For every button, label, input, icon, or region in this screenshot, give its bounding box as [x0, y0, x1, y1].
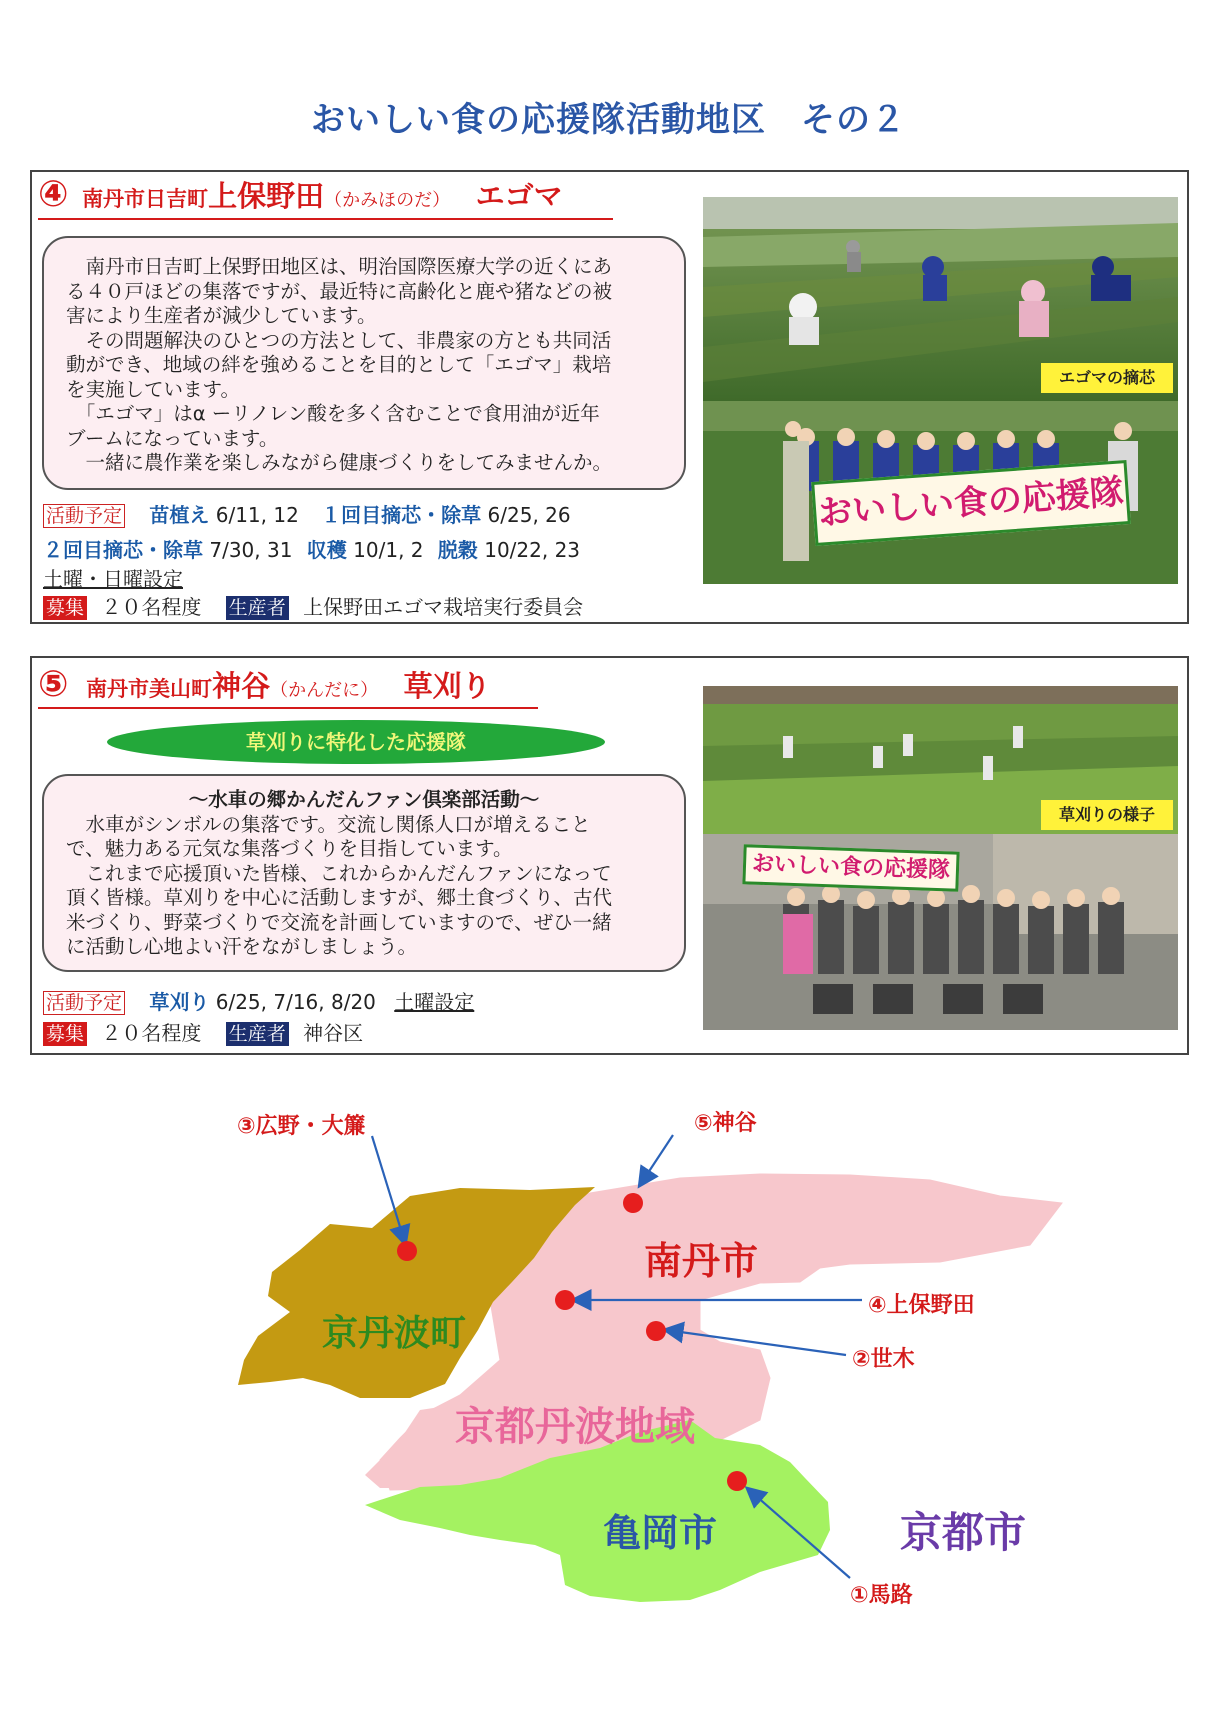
map-label-region: 京都丹波地域: [455, 1404, 695, 1450]
producer-tag: 生産者: [226, 596, 289, 620]
producer-tag: 生産者: [226, 1022, 289, 1046]
section-4-heading: [38, 174, 563, 215]
point-p3: [397, 1241, 417, 1261]
point-p1: [727, 1471, 747, 1491]
section-5-crop: 草刈り: [403, 669, 491, 703]
section-4-place: 上保野田: [208, 179, 325, 213]
map-point-label-p3: ③広野・大簾: [237, 1114, 366, 1139]
point-p5: [623, 1193, 643, 1213]
map-label-kyoto: 京都市: [900, 1508, 1027, 1557]
map-label-kyotamba: 京丹波町: [322, 1313, 467, 1354]
section-5-reading: （かんだに）: [270, 680, 379, 701]
map-point-label-p4: ④上保野田: [868, 1293, 975, 1318]
section-5-photo-caption: 草刈りの様子: [1041, 800, 1173, 830]
schedule-tag: 活動予定: [43, 504, 125, 528]
section-4-number: ④: [38, 174, 69, 215]
section-4-photo-group: [703, 401, 1178, 584]
schedule-tag: 活動予定: [43, 991, 125, 1015]
section-5-area: 南丹市美山町: [86, 677, 213, 701]
point-p4: [555, 1290, 575, 1310]
section-4-schedule-line2: ２回目摘芯・除草 7/30, 31 収穫 10/1, 2 脱穀 10/22, 23: [43, 538, 581, 562]
section-5-photo-group: [703, 834, 1178, 1030]
section-5-number: ⑤: [38, 664, 69, 705]
section-5-pill: 草刈りに特化した応援隊: [107, 720, 605, 764]
section-5-photo-slope: [703, 686, 1178, 834]
section-4-reading: （かみほのだ）: [324, 190, 451, 211]
section-4-crop: エゴマ: [475, 179, 563, 213]
section-4-description: 南丹市日吉町上保野田地区は、明治国際医療大学の近くにあ る４０戸ほどの集落ですが、最近特に高齢化と鹿や猪などの被 害により生産者が減少しています。 その問題解決のひとつの方法として、非農家の方とも共同活 動ができ、地域の絆を強めることを目的として「エゴマ」栽培 を実施しています。 「エゴマ」はα ーリノレン酸を多く含むことで食用油が近年 ブームになっています。 一緒に農作業を楽しみながら健康づくりをしてみませんか。: [42, 236, 686, 490]
section-5-description: ～水車の郷かんだんファン倶楽部活動～ 水車がシンボルの集落です。交流し関係人口が増えること で、魅力ある元気な集落づくりを目指しています。 これまで応援頂いた皆様、これからかんだんファンになって 頂く皆様。草刈りを中心に活動しますが、郷土食づくり、古代 米づくり、野菜づくりで交流を計画していますので、ぜひ一緒 に活動し心地よい汗をながしましょう。: [42, 774, 686, 972]
point-p2: [646, 1321, 666, 1341]
section-4-schedule-line1: 活動予定 苗植え 6/11, 12 １回目摘芯・除草 6/25, 26: [43, 499, 571, 528]
section-5-schedule-line: 活動予定 草刈り 6/25, 7/16, 8/20 土曜設定: [43, 986, 474, 1015]
recruit-tag: 募集: [43, 1022, 87, 1046]
section-4-photo-field: [703, 197, 1178, 401]
section-5-place: 神谷: [212, 669, 271, 703]
map-point-label-p1: ①馬路: [850, 1583, 913, 1608]
section-4-area: 南丹市日吉町: [82, 187, 209, 211]
section-4-photo-caption: エゴマの摘芯: [1041, 363, 1173, 393]
map-point-label-p2: ②世木: [852, 1347, 915, 1372]
section-4-recruit-line: 募集 ２０名程度 生産者 上保野田エゴマ栽培実行委員会: [43, 591, 583, 620]
section-5-underline: [38, 707, 538, 709]
section-5-heading: [38, 664, 491, 705]
section-5-recruit-line: 募集 ２０名程度 生産者 神谷区: [43, 1017, 363, 1046]
map-label-kameoka: 亀岡市: [603, 1511, 718, 1555]
section-4-days: 土曜・日曜設定: [43, 567, 183, 591]
arrow-p5: [640, 1135, 673, 1185]
section-4-photo-banner: おいしい食の応援隊: [811, 460, 1131, 546]
section-5-photo-banner: おいしい食の応援隊: [742, 844, 959, 892]
map-point-label-p5: ⑤神谷: [694, 1111, 757, 1136]
section-4-underline: [38, 218, 613, 220]
map-label-nantan: 南丹市: [644, 1239, 759, 1283]
page-title: おいしい食の応援隊活動地区 その２: [311, 100, 906, 140]
recruit-tag: 募集: [43, 596, 87, 620]
